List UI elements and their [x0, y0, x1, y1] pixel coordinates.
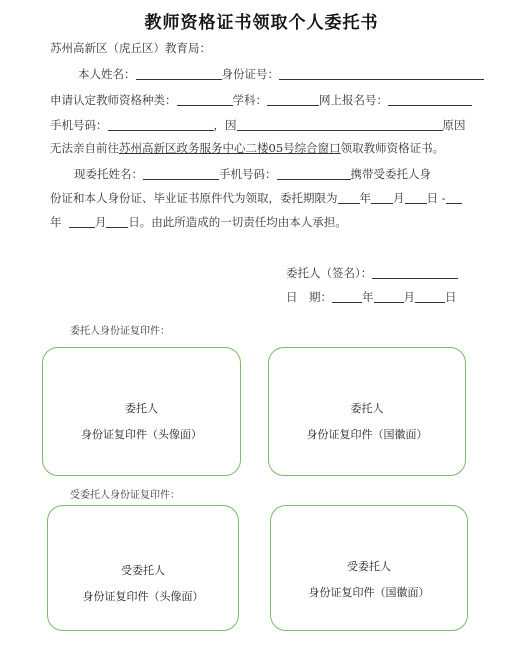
name-line: [78, 66, 484, 82]
signature-label: 委托人（签名）：: [286, 266, 373, 280]
reason-field[interactable]: [237, 118, 443, 131]
addressee: 苏州高新区（虎丘区）教育局：: [50, 41, 211, 55]
box-desc: 身份证复印件（国徽面）: [306, 428, 428, 441]
docs-text: 份证和本人身份证、毕业证书原件代为领取，委托期限为: [50, 191, 338, 205]
box-name: 受委托人: [347, 560, 391, 573]
end-month-field[interactable]: [69, 215, 95, 228]
phone-field[interactable]: [108, 118, 214, 131]
trustee-phone-label: 手机号码：: [219, 167, 277, 181]
signature-field[interactable]: [372, 266, 458, 279]
box-name: 受委托人: [121, 564, 165, 577]
cert-type-label: 申请认定教师资格种类：: [50, 93, 177, 107]
reason-prefix: ，因: [213, 118, 237, 132]
end-year-field-a[interactable]: [446, 191, 462, 204]
box-name: 委托人: [125, 402, 158, 415]
box-name: 委托人: [350, 402, 384, 415]
agent-id-front-box[interactable]: [47, 505, 239, 631]
start-year-field[interactable]: [338, 191, 360, 204]
date-label: 日 期：: [286, 290, 332, 304]
id-label: 身份证号：: [221, 67, 279, 81]
phone-line: [50, 117, 466, 133]
end-day-field[interactable]: [106, 215, 128, 228]
trustee-line: [74, 166, 431, 182]
box-desc: 身份证复印件（头像面）: [82, 590, 204, 603]
box-desc: 身份证复印件（国徽面）: [308, 586, 430, 599]
document-title: 教师资格证书领取个人委托书: [144, 13, 379, 33]
phone-label: 手机号码：: [50, 118, 108, 132]
principal-id-caption: 委托人身份证复印件：: [70, 326, 170, 337]
agent-id-back-box[interactable]: [270, 505, 468, 631]
box-desc: 身份证复印件（头像面）: [81, 428, 202, 441]
service-location: 苏州高新区政务服务中心二楼05号综合窗口: [119, 141, 341, 155]
trustee-name-label: 现委托姓名：: [74, 167, 143, 181]
subject-label: 学科：: [232, 93, 267, 107]
date-day-field[interactable]: [415, 290, 445, 303]
trustee-suffix: 携带受委托人身: [350, 167, 431, 181]
unable-line: [50, 140, 444, 156]
signature-line: [286, 265, 458, 281]
cert-type-field[interactable]: [177, 93, 233, 106]
trustee-phone-field[interactable]: [277, 167, 351, 180]
principal-id-front-box[interactable]: [42, 347, 241, 476]
agent-id-caption: 受委托人身份证复印件：: [70, 490, 180, 501]
reason-suffix: 原因: [442, 118, 466, 132]
date-year-field[interactable]: [332, 290, 362, 303]
principal-id-back-box[interactable]: [268, 347, 466, 476]
trustee-name-field[interactable]: [143, 167, 219, 180]
period-end-line: 年 月 日。由此所造成的一切责任均由本人承担。: [50, 215, 347, 229]
name-field[interactable]: [136, 67, 222, 80]
id-number-field[interactable]: [279, 67, 484, 80]
registration-label: 网上报名号：: [319, 93, 388, 107]
unable-suffix: 领取教师资格证书。: [340, 141, 445, 155]
name-label: 本人姓名：: [78, 67, 136, 81]
unable-prefix: 无法亲自前往: [50, 141, 119, 155]
docs-line: 份证和本人身份证、毕业证书原件代为领取，委托期限为 年 月 日 -: [50, 190, 462, 206]
date-month-field[interactable]: [374, 290, 404, 303]
registration-field[interactable]: [388, 93, 472, 106]
subject-field[interactable]: [267, 93, 319, 106]
start-month-field[interactable]: [371, 191, 393, 204]
apply-line: [50, 92, 472, 108]
start-day-field[interactable]: [405, 191, 427, 204]
date-line: 日 期： 年 月 日: [286, 290, 457, 304]
